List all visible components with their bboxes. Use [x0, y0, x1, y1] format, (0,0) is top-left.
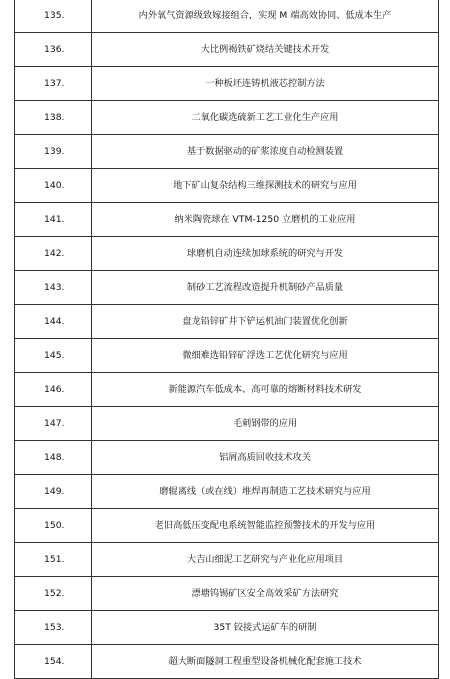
project-title: 大吉山细泥工艺研究与产业化应用项目 [92, 543, 439, 577]
table-row [15, 407, 439, 441]
project-title: 球磨机自动连续加球系统的研究与开发 [92, 237, 439, 271]
table-row [15, 203, 439, 237]
project-title: 毛刺钢带的应用 [92, 407, 439, 441]
project-title: 盘龙铅锌矿井下铲运机油门装置优化创新 [92, 305, 439, 339]
row-number: 143. [15, 271, 92, 305]
project-title: 漂塘钨锡矿区安全高效采矿方法研究 [92, 577, 439, 611]
table-row [15, 373, 439, 407]
table-row [15, 475, 439, 509]
table-row [15, 0, 439, 33]
project-title: 铝屑高质回收技术攻关 [92, 441, 439, 475]
row-number: 154. [15, 645, 92, 679]
row-number: 140. [15, 169, 92, 203]
table-row [15, 543, 439, 577]
row-number: 152. [15, 577, 92, 611]
project-title: 磨辊离线（或在线）堆焊再制造工艺技术研究与应用 [92, 475, 439, 509]
table-row [15, 237, 439, 271]
project-title: 大比例褐铁矿烧结关键技术开发 [92, 33, 439, 67]
table-row [15, 305, 439, 339]
project-list-table [14, 0, 439, 679]
table-row [15, 271, 439, 305]
row-number: 141. [15, 203, 92, 237]
row-number: 148. [15, 441, 92, 475]
project-title: 一种板坯连铸机液芯控制方法 [92, 67, 439, 101]
table-row [15, 33, 439, 67]
table-row [15, 101, 439, 135]
row-number: 142. [15, 237, 92, 271]
project-title: 地下矿山复杂结构三维探测技术的研究与应用 [92, 169, 439, 203]
row-number: 147. [15, 407, 92, 441]
row-number: 149. [15, 475, 92, 509]
table-row [15, 441, 439, 475]
row-number: 139. [15, 135, 92, 169]
table-row [15, 169, 439, 203]
project-title: 超大断面隧洞工程重型设备机械化配套施工技术 [92, 645, 439, 679]
row-number: 144. [15, 305, 92, 339]
project-title: 制砂工艺流程改造提升机制砂产品质量 [92, 271, 439, 305]
row-number: 151. [15, 543, 92, 577]
project-title: 35T 铰接式运矿车的研制 [92, 611, 439, 645]
table-row [15, 611, 439, 645]
table-row [15, 339, 439, 373]
project-title: 基于数据驱动的矿浆浓度自动检测装置 [92, 135, 439, 169]
project-title: 二氧化碳选硫新工艺工业化生产应用 [92, 101, 439, 135]
project-title: 老旧高低压变配电系统智能监控预警技术的开发与应用 [92, 509, 439, 543]
row-number: 138. [15, 101, 92, 135]
row-number: 135. [15, 0, 92, 33]
table-row [15, 67, 439, 101]
row-number: 145. [15, 339, 92, 373]
row-number: 150. [15, 509, 92, 543]
table-row [15, 509, 439, 543]
row-number: 153. [15, 611, 92, 645]
row-number: 137. [15, 67, 92, 101]
project-title: 微细难选铅锌矿浮选工艺优化研究与应用 [92, 339, 439, 373]
project-title: 新能源汽车低成本、高可靠的熔断材料技术研发 [92, 373, 439, 407]
table-row [15, 577, 439, 611]
row-number: 136. [15, 33, 92, 67]
project-title: 内外氧气资源级致嫁接组合，实现 M 端高效协同、低成本生产 [92, 0, 439, 33]
project-title: 纳米陶瓷球在 VTM-1250 立磨机的工业应用 [92, 203, 439, 237]
table-body [15, 0, 439, 679]
table-row [15, 135, 439, 169]
row-number: 146. [15, 373, 92, 407]
